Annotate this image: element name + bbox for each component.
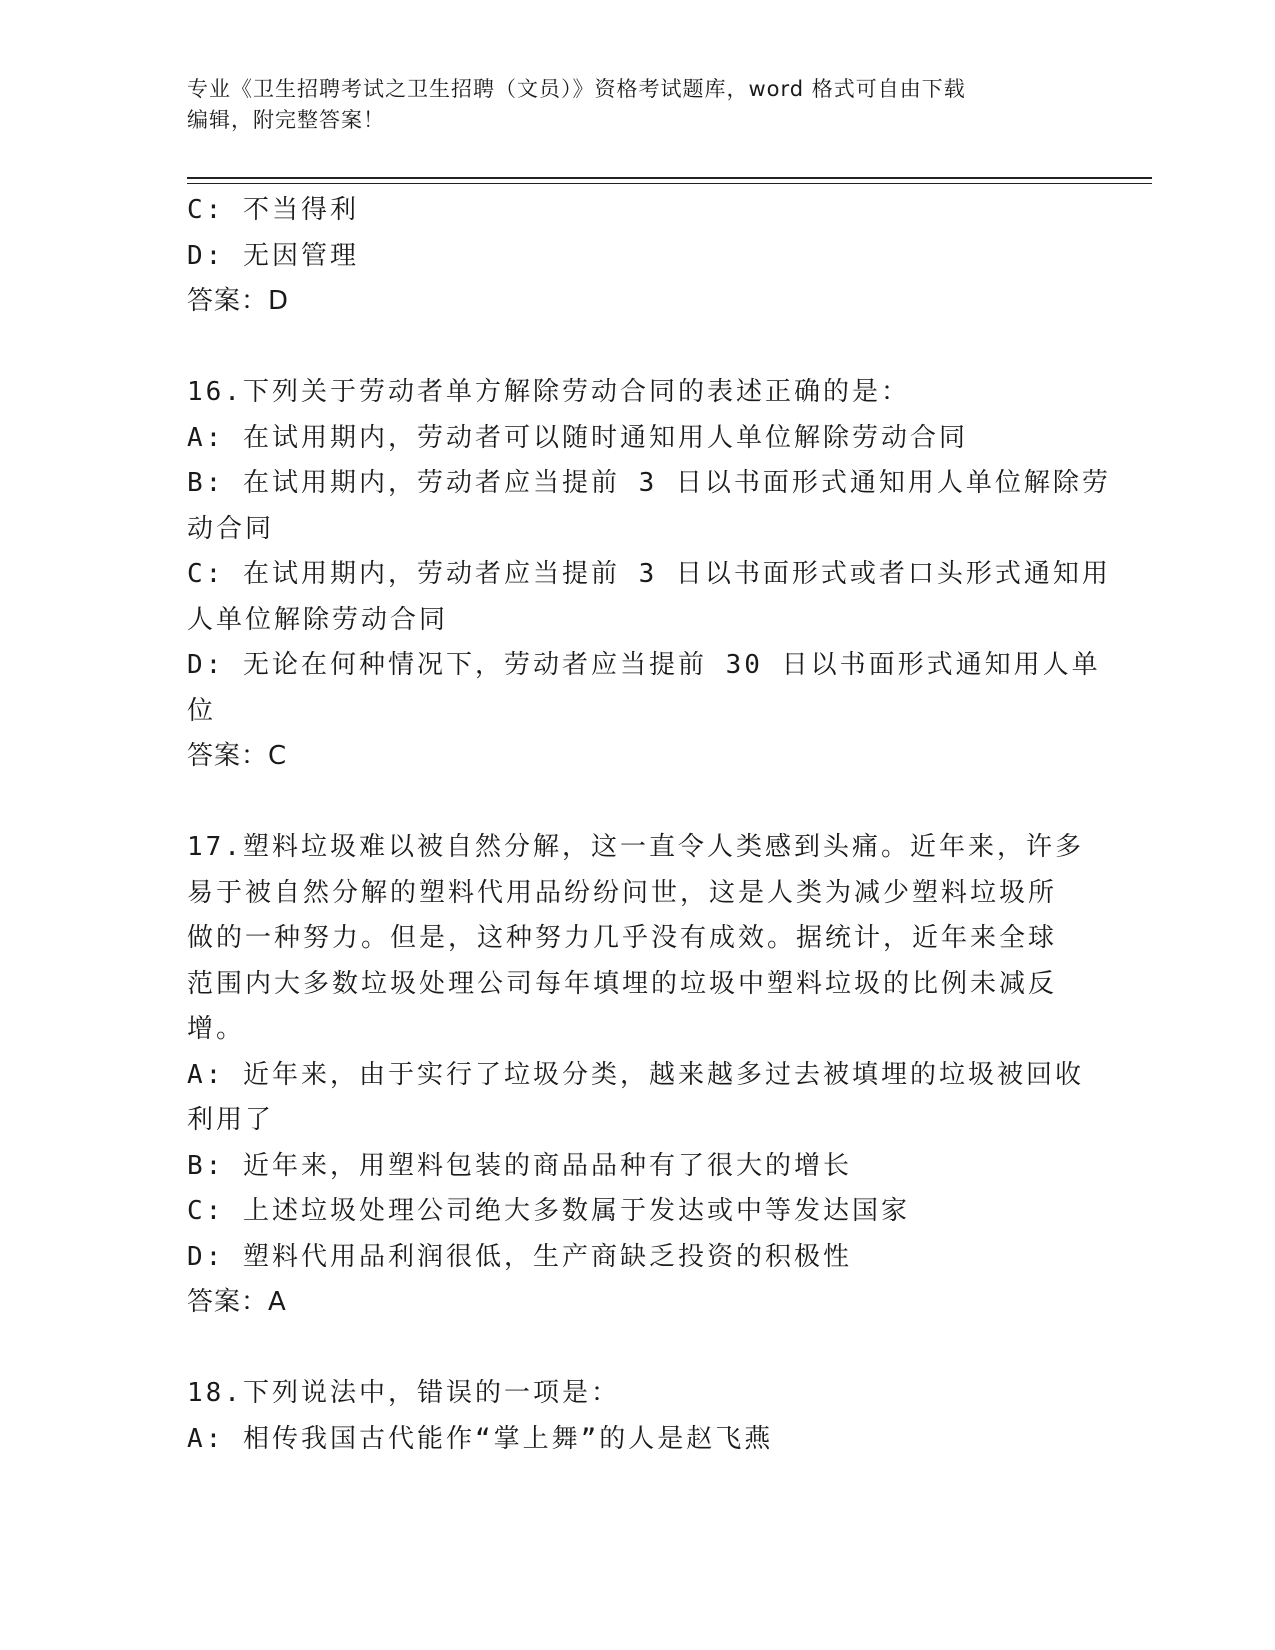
header-line-2: 编辑，附完整答案！: [187, 108, 385, 132]
q17-option-a-line2: 利用了: [187, 1105, 275, 1135]
q16-option-a: A: 在试用期内，劳动者可以随时通知用人单位解除劳动合同: [187, 422, 968, 453]
header-divider-thick: [187, 177, 1152, 179]
q16-option-c-line1: C: 在试用期内，劳动者应当提前 3 日以书面形式或者口头形式通知用: [187, 559, 1111, 589]
spacer: [187, 780, 1087, 826]
q17-title-line5: 增。: [187, 1014, 246, 1044]
q17-title-line2: 易于被自然分解的塑料代用品纷纷问世，这是人类为减少塑料垃圾所: [187, 877, 1058, 908]
q16-option-d-line2: 位: [187, 695, 217, 726]
q17-option-a-line1: A: 近年来，由于实行了垃圾分类，越来越多过去被填埋的垃圾被回收: [187, 1059, 1084, 1090]
q17-option-b: B: 近年来，用塑料包装的商品品种有了很大的增长: [187, 1150, 852, 1181]
q16-option-b-line1: B: 在试用期内，劳动者应当提前 3 日以书面形式通知用人单位解除劳: [187, 468, 1111, 498]
header-line-1: 专业《卫生招聘考试之卫生招聘（文员）》资格考试题库，word 格式可自由下载: [187, 77, 966, 101]
q17-title-line4: 范围内大多数垃圾处理公司每年填埋的垃圾中塑料垃圾的比例未减反: [187, 968, 1058, 999]
q16-option-b-line2: 动合同: [187, 513, 275, 544]
q15-answer: 答案：D: [187, 286, 290, 316]
spacer: [187, 325, 1087, 371]
q18-option-a: A: 相传我国古代能作“掌上舞”的人是赵飞燕: [187, 1423, 774, 1454]
document-header: [187, 74, 1067, 136]
q16-option-c-line2: 人单位解除劳动合同: [187, 604, 449, 635]
q17-title-line1: 17.塑料垃圾难以被自然分解，这一直令人类感到头痛。近年来，许多: [187, 832, 1084, 862]
q17-option-d: D: 塑料代用品利润很低，生产商缺乏投资的积极性: [187, 1241, 852, 1272]
q17-option-c: C: 上述垃圾处理公司绝大多数属于发达或中等发达国家: [187, 1196, 910, 1226]
q15-option-d: D: 无因管理: [187, 240, 359, 271]
header-divider-thin: [187, 183, 1152, 184]
q17-answer: 答案：A: [187, 1287, 287, 1317]
q15-option-c: C: 不当得利: [187, 195, 359, 225]
question-content: [187, 188, 1111, 1462]
spacer: [187, 1326, 1087, 1372]
q18-title: 18.下列说法中，错误的一项是：: [187, 1378, 620, 1408]
q17-title-line3: 做的一种努力。但是，这种努力几乎没有成效。据统计，近年来全球: [187, 923, 1058, 953]
q16-option-d-line1: D: 无论在何种情况下，劳动者应当提前 30 日以书面形式通知用人单: [187, 650, 1101, 680]
q16-answer: 答案：C: [187, 741, 288, 771]
q16-title: 16.下列关于劳动者单方解除劳动合同的表述正确的是：: [187, 377, 910, 407]
